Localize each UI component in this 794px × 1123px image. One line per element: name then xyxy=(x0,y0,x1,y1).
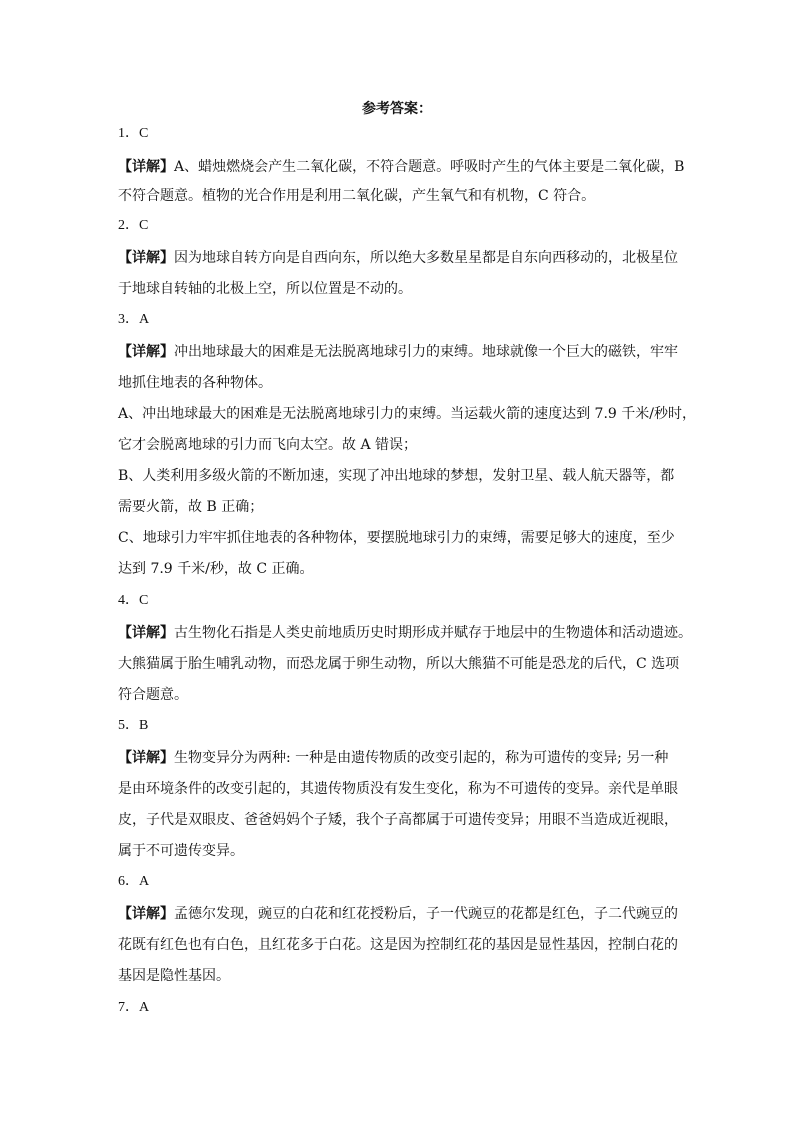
answer-explanation-line: 【详解】A、蜡烛燃烧会产生二氧化碳，不符合题意。呼吸时产生的气体主要是二氧化碳，B xyxy=(118,159,685,175)
answer-number: 4．C xyxy=(118,593,149,608)
explanation-tag: 【详解】 xyxy=(118,906,174,922)
answer-number: 1．C xyxy=(118,126,149,141)
page-title: 参考答案： xyxy=(362,101,432,117)
explanation-tag: 【详解】 xyxy=(118,250,174,266)
explanation-tag: 【详解】 xyxy=(118,159,174,175)
answer-explanation-line: 【详解】古生物化石指是人类史前地质历史时期形成并赋存于地层中的生物遗体和活动遗迹。 xyxy=(118,625,692,641)
explanation-tag: 【详解】 xyxy=(118,625,174,641)
answer-explanation-line: 于地球自转轴的北极上空，所以位置是不动的。 xyxy=(118,281,412,297)
answer-explanation-line: 不符合题意。植物的光合作用是利用二氧化碳，产生氧气和有机物，C 符合。 xyxy=(118,188,596,204)
answer-explanation-line: 【详解】冲出地球最大的困难是无法脱离地球引力的束缚。地球就像一个巨大的磁铁，牢牢 xyxy=(118,344,678,360)
answer-number: 3．A xyxy=(118,312,150,327)
answer-explanation-line: B、人类利用多级火箭的不断加速，实现了冲出地球的梦想，发射卫星、载人航天器等，都 xyxy=(118,468,675,484)
answer-explanation-line: C、地球引力牢牢抓住地表的各种物体，要摆脱地球引力的束缚，需要足够大的速度，至少 xyxy=(118,530,675,546)
answer-explanation-line: 需要火箭，故 B 正确； xyxy=(118,499,264,515)
answer-explanation-line: A、冲出地球最大的困难是无法脱离地球引力的束缚。当运载火箭的速度达到 7.9 千米/秒时， xyxy=(118,406,696,422)
explanation-tag: 【详解】 xyxy=(118,750,174,766)
answer-explanation-line: 皮，子代是双眼皮、爸爸妈妈个子矮，我个子高都属于可遗传变异；用眼不当造成近视眼， xyxy=(118,812,678,828)
answer-explanation-line: 【详解】因为地球自转方向是自西向东，所以绝大多数星星都是自东向西移动的，北极星位 xyxy=(118,250,678,266)
answer-explanation-line: 花既有红色也有白色，且红花多于白花。这是因为控制红花的基因是显性基因，控制白花的 xyxy=(118,937,678,953)
answer-explanation-line: 【详解】生物变异分为两种: 一种是由遗传物质的改变引起的，称为可遗传的变异; 另一种 xyxy=(118,750,669,766)
answer-explanation-line: 是由环境条件的改变引起的，其遗传物质没有发生变化，称为不可遗传的变异。亲代是单眼 xyxy=(118,781,678,797)
answer-explanation-line: 地抓住地表的各种物体。 xyxy=(118,375,272,391)
answer-explanation-line: 符合题意。 xyxy=(118,687,188,703)
answer-explanation-line: 大熊猫属于胎生哺乳动物，而恐龙属于卵生动物，所以大熊猫不可能是恐龙的后代，C 选项 xyxy=(118,656,680,672)
answer-number: 2．C xyxy=(118,218,149,233)
answer-number: 6．A xyxy=(118,874,150,889)
answer-number: 7．A xyxy=(118,1000,150,1015)
explanation-tag: 【详解】 xyxy=(118,344,174,360)
answer-explanation-line: 属于不可遗传变异。 xyxy=(118,843,244,859)
answer-explanation-line: 【详解】孟德尔发现，豌豆的白花和红花授粉后，子一代豌豆的花都是红色，子二代豌豆的 xyxy=(118,906,678,922)
answer-explanation-line: 基因是隐性基因。 xyxy=(118,968,230,984)
answer-explanation-line: 它才会脱离地球的引力而飞向太空。故 A 错误； xyxy=(118,437,418,453)
answer-number: 5．B xyxy=(118,718,149,733)
answer-explanation-line: 达到 7.9 千米/秒，故 C 正确。 xyxy=(118,561,314,577)
